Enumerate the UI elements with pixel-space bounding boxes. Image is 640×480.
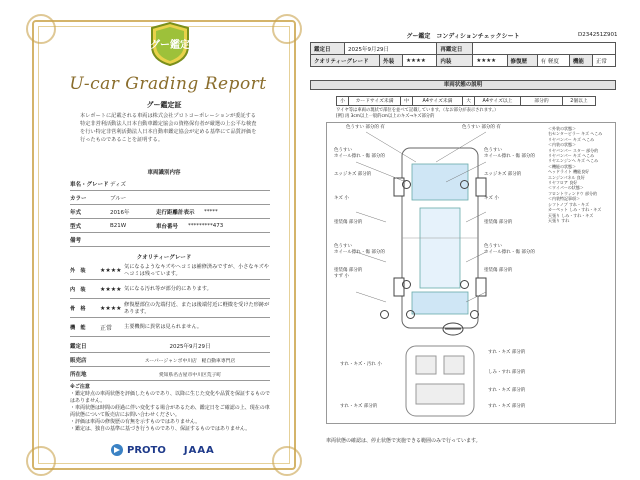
note-line: ・鑑定は、独自の基準に基づき行うものであり、保証するものではありません。 — [70, 426, 251, 432]
legend-note: ワイヤ等は車両の現状で部位を並べて記載しています。（なお部分が表示されます。） — [336, 108, 499, 113]
row-value: 2016年 — [110, 210, 130, 216]
grade-stars: ★★★★ — [100, 305, 122, 312]
grade-stars: ★★★★ — [100, 267, 122, 274]
repair-yes: 有 — [540, 58, 547, 65]
grade-stars: ★★★★ — [100, 286, 122, 293]
repair-level: 軽度 — [547, 58, 559, 65]
vehicle-row — [70, 192, 270, 205]
defect-label: 塗装傷 部分的 すず 小 — [334, 268, 363, 279]
ornament-corner — [272, 14, 302, 44]
defect-label: エッジキズ 部分的 — [334, 172, 372, 177]
interior-label: しみ・すれ 部分的 — [488, 370, 526, 375]
grade-text: 気になるようなキズやヘコミは補修済みですが、小さなキズやヘコミは残っています。 — [124, 263, 270, 277]
quality-label: クオリティーグレード — [311, 55, 380, 67]
goo-badge-icon — [150, 22, 190, 66]
note-line: ・車両状態は時間の経過に伴い変化する場合があるため、鑑定日をご確認の上、現在の車両状態について販売店にお問い合わせください。 — [70, 405, 270, 418]
defect-label: キズ 小 — [334, 196, 349, 201]
car-interior-view-icon — [392, 344, 488, 418]
date-label: 鑑定日 — [311, 43, 345, 55]
defect-label: キズ 小 — [484, 196, 499, 201]
repair-value — [537, 55, 569, 67]
defect-label: 塗装傷 部分的 — [484, 268, 513, 273]
grade-row-function — [70, 319, 270, 337]
address-row — [70, 368, 270, 381]
wheel-check-circle — [460, 180, 469, 189]
size-a4: A4サイズ未満 — [413, 97, 463, 105]
size-large: 大 — [463, 97, 475, 105]
date-value: 2025年9月29日 — [169, 344, 211, 350]
defect-label: 色うすい 部分的 有 — [346, 125, 385, 130]
row-key: 年式 — [70, 210, 82, 216]
defect-label: 色うすい ホイール擦れ・傷 部分的 — [484, 148, 535, 159]
quality-section-title: クオリティーグレード — [136, 255, 192, 261]
sheet-header-table — [310, 42, 616, 67]
reinspect-value — [473, 43, 616, 55]
certificate-intro: 本レポートに記載される車両は株式会社プロトコーポレーションが委託する特定非営利活動法人日本自動車鑑定協会の資格保有者が厳選の上公平な検査を行い特定非営利活動法人日本自動車鑑定協会が定める基準にて品質評価を行ったものであることを証明する。 — [80, 113, 257, 143]
exterior-label: 外装 — [380, 55, 403, 67]
row-key-2: 走行距離計表示 — [156, 210, 195, 216]
interior-label: すれ・キズ 部分的 — [488, 350, 526, 355]
shop-row — [70, 354, 270, 367]
size-two: 2個以上 — [570, 99, 588, 104]
ornament-corner — [272, 446, 302, 476]
defect-label: 色うすい 部分的 有 — [462, 125, 501, 130]
ornament-corner — [26, 14, 56, 44]
row-key: 備考 — [70, 238, 82, 244]
note-line: ・鑑定時点の車両状態を評価したものであり、以降に生じた変化や品質を保証するものではありません。 — [70, 391, 271, 404]
grade-key: 骨 格 — [70, 306, 86, 312]
vehicle-row — [70, 178, 270, 191]
grading-certificate — [32, 20, 296, 470]
proto-logo — [110, 443, 166, 457]
badge-text: グー鑑定 — [150, 40, 190, 51]
proto-mark-icon — [110, 443, 124, 457]
legend-example: [例] 再 3cm以上一般的cm以上のキズ→キズ部分的 — [336, 114, 435, 119]
function-value: 正常 — [592, 55, 615, 67]
grade-row-frame — [70, 300, 270, 318]
defect-label: 塗装傷 部分的 — [484, 220, 513, 225]
wheel-check-circle — [460, 280, 469, 289]
sheet-title: グー鑑定 コンディションチェックシート — [406, 33, 520, 40]
defect-label: 塗装傷 部分的 — [334, 220, 363, 225]
vehicle-row — [70, 206, 270, 219]
shop-value: スーパージャンボ中川店 軽自動車専門店 — [144, 358, 236, 364]
interior-label: すれ・キズ 部分的 — [340, 404, 378, 409]
grade-row-interior — [70, 281, 270, 299]
grade-stars: 正常 — [100, 325, 113, 332]
date-row — [70, 340, 270, 353]
date-value: 2025年9月29日 — [345, 43, 437, 55]
interior-label: すれ・キズ 部分的 — [488, 404, 526, 409]
exterior-value: ★★★★ — [403, 55, 437, 67]
grade-key: 外 装 — [70, 268, 86, 274]
check-circle — [380, 310, 389, 319]
vehicle-row — [70, 234, 270, 247]
defect-label: エッジキズ 部分的 — [484, 172, 522, 177]
interior-label: 内装 — [437, 55, 473, 67]
row-value: B21W — [110, 223, 127, 229]
reinspect-label: 再鑑定日 — [437, 43, 473, 55]
repair-label: 修復歴 — [507, 55, 537, 67]
function-label: 機能 — [569, 55, 592, 67]
defect-label: 色うすい ホイール擦れ・傷 部分的 — [334, 148, 385, 159]
check-circle — [470, 310, 479, 319]
grade-row-exterior — [70, 262, 270, 280]
grade-key: 機 能 — [70, 325, 86, 331]
size-mid: 中 — [401, 97, 413, 105]
notes-title: ※ご注意 — [70, 384, 90, 390]
proto-logo-text: PROTO — [127, 444, 166, 456]
shop-label: 販売店 — [70, 358, 87, 364]
row-value-2: *********473 — [188, 223, 224, 229]
size-legend — [336, 96, 596, 106]
vehicle-section-title: 車両識別内容 — [147, 170, 181, 176]
defect-label: 色うすい ホイール擦れ・傷 部分的 — [484, 244, 535, 255]
row-value-2: ***** — [204, 209, 218, 215]
row-value: ブルー — [110, 196, 127, 202]
jaaa-logo: JAAA — [183, 444, 215, 456]
date-label: 鑑定日 — [70, 344, 87, 350]
wheel-check-circle — [402, 180, 411, 189]
row-key-2: 車台番号 — [156, 224, 179, 230]
interior-label: すれ・キズ・汚れ 小 — [340, 362, 382, 367]
row-key: 型式 — [70, 224, 82, 230]
check-circle — [406, 310, 415, 319]
size-small: 小 — [337, 97, 349, 105]
grade-text: 主要機関に異常は見られません。 — [124, 324, 203, 330]
row-key: 車名・グレード — [70, 182, 109, 188]
certificate-title: U-car Grading Report — [69, 74, 267, 94]
defect-label: 色うすい ホイール擦れ・傷 部分的 — [334, 244, 385, 255]
logo-area — [110, 440, 250, 460]
size-a4up: A4サイズ以上 — [475, 97, 521, 105]
state-section-title: 車両状態の説明 — [310, 80, 616, 90]
grade-text: 気になる汚れ等が部分的にあります。 — [124, 286, 212, 292]
steering-wheel-icon — [442, 322, 464, 336]
wheel-check-circle — [402, 280, 411, 289]
address-label: 所在地 — [70, 372, 87, 378]
note-line: ・評価は車両の修復歴の有無を示すものではありません。 — [70, 419, 201, 425]
size-partial: 部分的 — [521, 97, 563, 105]
sheet-id: D234251Z901 — [578, 32, 618, 38]
vehicle-row — [70, 220, 270, 233]
condition-notes: ＜外装の状態＞ 右センターピラー キズ へこみ リヤバンパー キズ へこみ ＜内装の状態＞ リヤバンパー スター 部分的 リヤバンパー キズ へこみ リヤエンジンへ キズ へこみ ＜機能の状態＞ ヘッドライト 機能良好 エンジンパネル 良好 リヤフロア 良好 ＜ワイパーの状態＞ フロントウィンドウ 部分的 ＜内装特記事項＞ シフトノブ すれ・キズ カーペット しみ・すれ・キズ 天張り しみ・すれ・キズ 天張り すれ — [548, 126, 603, 223]
interior-value: ★★★★ — [473, 55, 507, 67]
interior-label: すれ・キズ 部分的 — [488, 388, 526, 393]
sheet-footer: 車両状態の確認は、停止状態で実施できる範囲のみで行っています。 — [326, 438, 481, 444]
row-value: ディズ — [110, 182, 127, 188]
grade-key: 内 装 — [70, 287, 86, 293]
certificate-subtitle: グー鑑定証 — [146, 101, 182, 109]
grade-text: 修復歴部位の先端付近、または後端付近に軽微を受けた形跡があります。 — [124, 301, 270, 315]
size-card: カードサイズ未満 — [349, 97, 401, 105]
row-key: カラー — [70, 196, 87, 202]
address-value: 愛知県名古屋市中川区荒子町 — [158, 372, 222, 378]
ornament-corner — [26, 446, 56, 476]
